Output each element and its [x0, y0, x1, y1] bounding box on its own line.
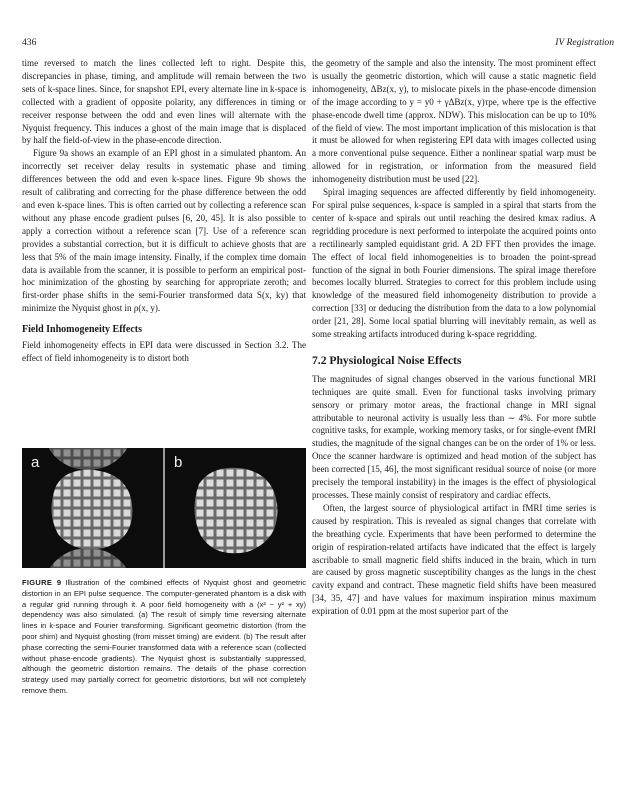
body-paragraph: Spiral imaging sequences are affected differently by field inhomogeneity. For spiral pulse sequences, k-space is sampled in a spiral that starts from the center of k-space and spirals out until reaching the desired kmax radius. A regridding procedure is next performed to interpolate the acquired points onto a rectilinearly sampled equidistant grid. A 2D FFT then provides the image. The effect of local field inhomogeneities is to broaden the point-spread function of the signal in both Fourier dimensions. The spiral image therefore becomes locally blurred. Strategies to correct for this problem include using knowledge of the measured field inhomogeneity distribution to provide a correction [33] or deducing the distribution from the data to a low polynomial order [21, 28]. Some local spatial blurring will inevitably remain, as well as some streaking artifacts introduced during k-space regridding.	[312, 187, 596, 340]
figure-panel-a	[22, 448, 163, 568]
body-paragraph: Figure 9a shows an example of an EPI ghost in a simulated phantom. An incorrectly set receiver delay results in systematic phase and timing differences between the odd and even k-space lines. Figure 9b shows the result of calibrating and correcting for the phase difference between the odd and even k-space lines. This is often carried out by collecting a reference scan without any phase encode gradient pulses [6, 20, 45]. It is also possible to apply a correction without a reference scan [7]. Use of a reference scan provides a substantial correction, but it is difficult to achieve ghosts that are less that 5% of the main image intensity. Finally, if the complex time domain data is available from the scanner, it is possible to perform an empirical post-hoc minimization of the ghosting by searching for appropriate zeroth; and first-order phase shifts in the semi-Fourier transformed data S(x, ky) that minimize the Nyquist ghost in ρ(x, y).	[22, 148, 306, 314]
body-paragraph: The magnitudes of signal changes observed in the various functional MRI techniques are quite small. Even for functional tasks involving primary sensory or primary motor areas, the fractional change in MRI signal attributable to neuronal activity is usually less than ∼ 4%. For more subtle cognitive tasks, for example, working memory tasks, or for single-event fMRI studies, the magnitude of the signal changes can be on the order of 1% or less. Once the scanner hardware is optimized and head motion of the subject has been corrected [15, 46], the most significant residual source of noise (or more precisely the temporal instability) in the images is the effect of physiological processes. These mainly consist of respiratory and cardiac effects.	[312, 373, 596, 500]
figure-9	[22, 448, 306, 568]
caption-text: Illustration of the combined effects of Nyquist ghost and geometric distortion in an EPI pulse sequence. The computer-generated phantom is a disk with a regular grid running through it. A poor field homogeneity with a (x² − y² + xy) dependency was also simulated. (a) The result of simply time reversing alternate lines in k-space and Fourier transforming. Significant geometric distortion (from the poor shim) and Nyquist ghosting (from misset timing) are evident. (b) The result after phase correcting the semi-Fourier transformed data with a reference scan (collected without phase-encode gradients). The Nyquist ghost is substantially suppressed, although the geometric distortion remains. The details of the phase correction strategy used may partially correct for geometric distortions, but will not completely remove them.	[22, 578, 306, 695]
corrected-phantom-image	[165, 448, 306, 568]
phantom-disk	[194, 468, 277, 553]
body-paragraph: the geometry of the sample and also the intensity. The most prominent effect is usually the geometric distortion, which will cause a static magnetic field inhomogeneity, ΔBz(x, y), to mislocate pixels in the phase-encode dimension of the image according to y = y0 + γΔBz(x, y)τpe, where τpe is the effective phase-encode dwell time (approx. NDW). This mislocation can be up to 10% of the field of view. The most important implication of this mislocation is that it must be allowed for when registering EPI data with images collected using a more conventional pulse sequence. Either a nonlinear spatial warp must be allowed for in registration, or information from the measured field inhomogeneity distribution must be used [22].	[312, 58, 596, 185]
left-column	[22, 57, 306, 365]
figure-caption	[22, 578, 306, 697]
figure-label: FIGURE 9	[22, 578, 62, 587]
section-heading: Field Inhomogeneity Effects	[22, 324, 142, 336]
phantom-disk	[51, 470, 132, 550]
body-paragraph: Often, the largest source of physiological artifact in fMRI time series is caused by respiration. This is revealed as signal changes that correlate with the breathing cycle. Experiments that have been performed to determine the origin of respiration-related artifacts have indicated that the effect is largely ascribable to small magnetic field shifts induced in the brain, which in turn are caused by gross magnetic susceptibility changes as the lungs in the chest cavity expand and contract. These magnetic field shifts have been measured [34, 35, 47] and have values for maximum inspiration minus maximum expiration of 0.01 ppm at the most superior part of the	[312, 502, 596, 617]
figure-panel-b	[165, 448, 306, 568]
running-header: IV Registration	[555, 37, 614, 48]
body-paragraph: Field inhomogeneity effects in EPI data were discussed in Section 3.2. The effect of field inhomogeneity is to distort both	[22, 340, 306, 363]
panel-b-label: b	[174, 454, 183, 471]
distorted-phantom-image	[22, 448, 163, 568]
nyquist-ghost-bottom	[44, 548, 132, 568]
nyquist-ghost-top	[44, 448, 132, 470]
panel-a-label: a	[31, 454, 40, 471]
section-heading: 7.2 Physiological Noise Effects	[312, 353, 462, 367]
page-number: 436	[22, 37, 37, 48]
right-column	[312, 57, 596, 618]
body-paragraph: time reversed to match the lines collected left to right. Despite this, discrepancies in phase, timing, and amplitude will remain between the two sets of k-space lines. Since, for snapshot EPI, every alternate line in k-space is collected with a gradient of opposite polarity, any differences in timing or receiver response between the odd and even lines will alternate with the Nyquist frequency. This induces a ghost of the main image that is displaced by half the field-of-view in the phase-encode direction.	[22, 58, 306, 146]
